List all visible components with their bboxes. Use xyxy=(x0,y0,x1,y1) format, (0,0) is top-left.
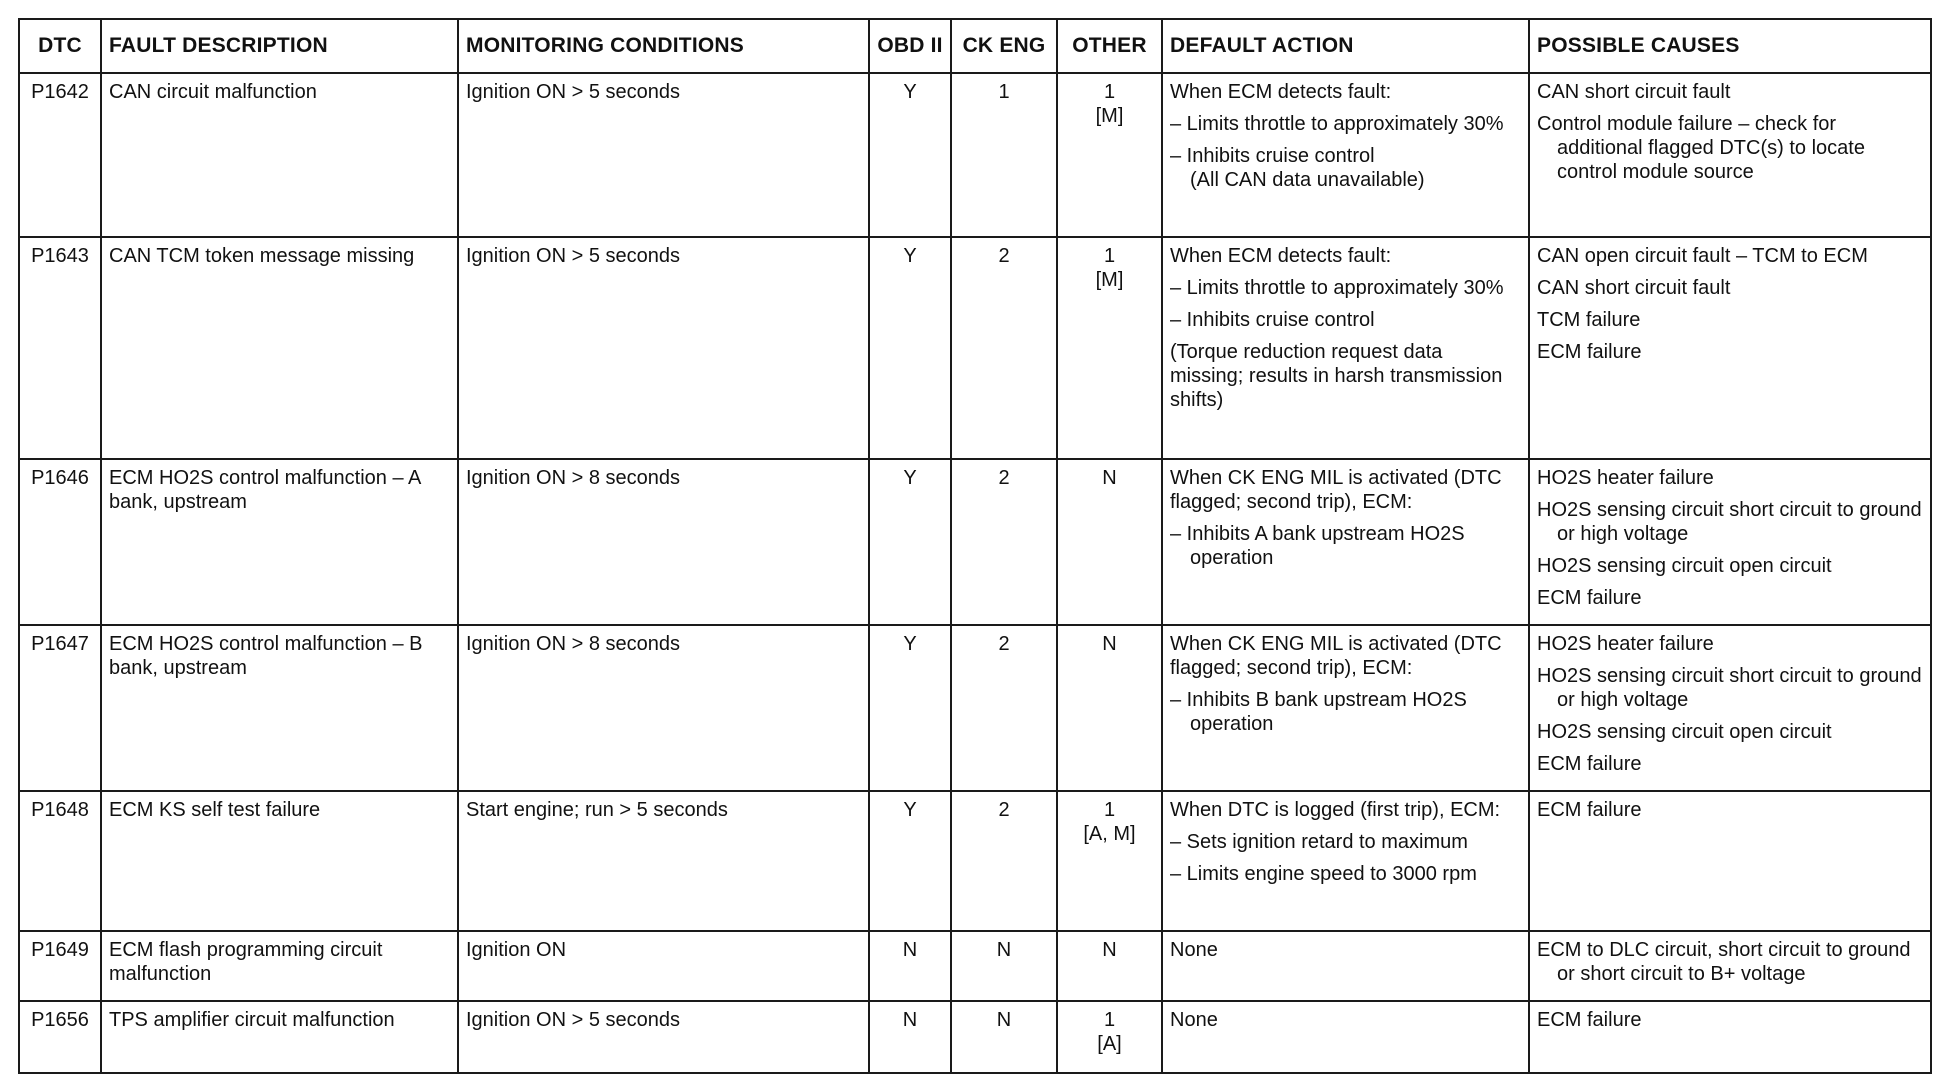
possible-causes-cell xyxy=(1529,1001,1931,1073)
header-ck-eng: CK ENG xyxy=(951,19,1057,73)
header-obd-ii: OBD II xyxy=(869,19,951,73)
table-body xyxy=(19,73,1931,1073)
table-row xyxy=(19,625,1931,791)
header-dtc: DTC xyxy=(19,19,101,73)
possible-causes-cell xyxy=(1529,73,1931,237)
ck-eng-value: N xyxy=(951,1001,1057,1073)
other-cell xyxy=(1057,73,1162,237)
dtc-table xyxy=(18,18,1932,1074)
monitoring-conditions: Ignition ON > 5 seconds xyxy=(458,1001,869,1073)
default-action-text: (Torque reduction request data missing; results in harsh transmission shifts) xyxy=(1170,341,1503,411)
dtc-code: P1649 xyxy=(19,931,101,1001)
default-action-bullet: – Inhibits B bank upstream HO2S operation xyxy=(1170,689,1467,735)
fault-description: ECM flash programming circuit malfunction xyxy=(101,931,458,1001)
default-action-cell xyxy=(1162,237,1529,459)
monitoring-conditions: Ignition ON > 8 seconds xyxy=(458,459,869,625)
possible-cause: ECM failure xyxy=(1537,341,1642,363)
other-value: N xyxy=(1102,939,1117,961)
table-row xyxy=(19,791,1931,931)
default-action-bullet: – Inhibits A bank upstream HO2S operation xyxy=(1170,523,1465,569)
default-action-text: (All CAN data unavailable) xyxy=(1190,169,1425,191)
fault-description: TPS amplifier circuit malfunction xyxy=(101,1001,458,1073)
default-action-text: When CK ENG MIL is activated (DTC flagged; second trip), ECM: xyxy=(1170,467,1502,513)
table-row xyxy=(19,1001,1931,1073)
other-value: 1 xyxy=(1103,799,1116,821)
header-other: OTHER xyxy=(1057,19,1162,73)
dtc-code: P1643 xyxy=(19,237,101,459)
possible-cause: CAN short circuit fault xyxy=(1537,81,1731,103)
possible-cause: CAN open circuit fault – TCM to ECM xyxy=(1537,245,1868,267)
default-action-cell xyxy=(1162,791,1529,931)
default-action-bullet: – Inhibits cruise control xyxy=(1170,145,1375,167)
obd-ii-value: Y xyxy=(869,459,951,625)
possible-causes-cell xyxy=(1529,237,1931,459)
possible-cause: CAN short circuit fault xyxy=(1537,277,1731,299)
possible-causes-cell xyxy=(1529,625,1931,791)
other-qualifier: [M] xyxy=(1095,105,1124,127)
possible-cause: HO2S sensing circuit open circuit xyxy=(1537,555,1832,577)
dtc-code: P1642 xyxy=(19,73,101,237)
ck-eng-value: 2 xyxy=(951,625,1057,791)
fault-description: ECM KS self test failure xyxy=(101,791,458,931)
fault-description: ECM HO2S control malfunction – A bank, upstream xyxy=(101,459,458,625)
possible-cause: ECM failure xyxy=(1537,587,1642,609)
other-cell xyxy=(1057,1001,1162,1073)
other-qualifier: [A, M] xyxy=(1083,823,1136,845)
possible-cause: TCM failure xyxy=(1537,309,1641,331)
ck-eng-value: 2 xyxy=(951,791,1057,931)
obd-ii-value: Y xyxy=(869,791,951,931)
possible-causes-cell xyxy=(1529,459,1931,625)
possible-cause: ECM failure xyxy=(1537,1009,1642,1031)
dtc-code: P1648 xyxy=(19,791,101,931)
possible-cause: HO2S heater failure xyxy=(1537,467,1714,489)
default-action-cell xyxy=(1162,73,1529,237)
header-default-action: DEFAULT ACTION xyxy=(1162,19,1529,73)
monitoring-conditions: Ignition ON > 5 seconds xyxy=(458,237,869,459)
possible-cause: ECM failure xyxy=(1537,753,1642,775)
default-action-text: When CK ENG MIL is activated (DTC flagged; second trip), ECM: xyxy=(1170,633,1502,679)
other-value: 1 xyxy=(1103,1009,1116,1031)
other-qualifier: [A] xyxy=(1097,1033,1122,1055)
header-row xyxy=(19,19,1931,73)
obd-ii-value: Y xyxy=(869,237,951,459)
default-action-cell xyxy=(1162,931,1529,1001)
ck-eng-value: 2 xyxy=(951,237,1057,459)
table-row xyxy=(19,73,1931,237)
obd-ii-value: N xyxy=(869,931,951,1001)
possible-causes-cell xyxy=(1529,931,1931,1001)
header-possible-causes: POSSIBLE CAUSES xyxy=(1529,19,1931,73)
other-cell xyxy=(1057,931,1162,1001)
other-qualifier: [M] xyxy=(1095,269,1124,291)
default-action-cell xyxy=(1162,1001,1529,1073)
other-value: 1 xyxy=(1103,245,1116,267)
other-value: N xyxy=(1102,633,1117,655)
possible-cause: HO2S heater failure xyxy=(1537,633,1714,655)
other-value: 1 xyxy=(1103,81,1116,103)
possible-cause: HO2S sensing circuit short circuit to ground or high voltage xyxy=(1537,665,1922,711)
default-action-text: When ECM detects fault: xyxy=(1170,81,1392,103)
monitoring-conditions: Ignition ON > 8 seconds xyxy=(458,625,869,791)
monitoring-conditions: Ignition ON xyxy=(458,931,869,1001)
default-action-bullet: – Limits throttle to approximately 30% xyxy=(1170,277,1504,299)
table-row xyxy=(19,459,1931,625)
table-row xyxy=(19,237,1931,459)
fault-description: ECM HO2S control malfunction – B bank, upstream xyxy=(101,625,458,791)
possible-cause: HO2S sensing circuit open circuit xyxy=(1537,721,1832,743)
dtc-code: P1646 xyxy=(19,459,101,625)
ck-eng-value: 1 xyxy=(951,73,1057,237)
default-action-bullet: – Limits throttle to approximately 30% xyxy=(1170,113,1504,135)
possible-causes-cell xyxy=(1529,791,1931,931)
fault-description: CAN circuit malfunction xyxy=(101,73,458,237)
other-value: N xyxy=(1102,467,1117,489)
monitoring-conditions: Start engine; run > 5 seconds xyxy=(458,791,869,931)
monitoring-conditions: Ignition ON > 5 seconds xyxy=(458,73,869,237)
header-monitoring-conditions: MONITORING CONDITIONS xyxy=(458,19,869,73)
possible-cause: ECM failure xyxy=(1537,799,1642,821)
ck-eng-value: N xyxy=(951,931,1057,1001)
other-cell xyxy=(1057,791,1162,931)
obd-ii-value: Y xyxy=(869,625,951,791)
other-cell xyxy=(1057,237,1162,459)
default-action-text: None xyxy=(1170,939,1218,961)
default-action-cell xyxy=(1162,459,1529,625)
obd-ii-value: N xyxy=(869,1001,951,1073)
default-action-bullet: – Sets ignition retard to maximum xyxy=(1170,831,1468,853)
possible-cause: Control module failure – check for additional flagged DTC(s) to locate control module source xyxy=(1537,113,1865,183)
ck-eng-value: 2 xyxy=(951,459,1057,625)
default-action-cell xyxy=(1162,625,1529,791)
default-action-text: When DTC is logged (first trip), ECM: xyxy=(1170,799,1501,821)
table-row xyxy=(19,931,1931,1001)
possible-cause: ECM to DLC circuit, short circuit to ground or short circuit to B+ voltage xyxy=(1537,939,1911,985)
other-cell xyxy=(1057,625,1162,791)
possible-cause: HO2S sensing circuit short circuit to ground or high voltage xyxy=(1537,499,1922,545)
fault-description: CAN TCM token message missing xyxy=(101,237,458,459)
obd-ii-value: Y xyxy=(869,73,951,237)
other-cell xyxy=(1057,459,1162,625)
default-action-bullet: – Limits engine speed to 3000 rpm xyxy=(1170,863,1477,885)
default-action-text: None xyxy=(1170,1009,1218,1031)
dtc-code: P1656 xyxy=(19,1001,101,1073)
default-action-bullet: – Inhibits cruise control xyxy=(1170,309,1375,331)
dtc-code: P1647 xyxy=(19,625,101,791)
header-fault-description: FAULT DESCRIPTION xyxy=(101,19,458,73)
default-action-text: When ECM detects fault: xyxy=(1170,245,1392,267)
